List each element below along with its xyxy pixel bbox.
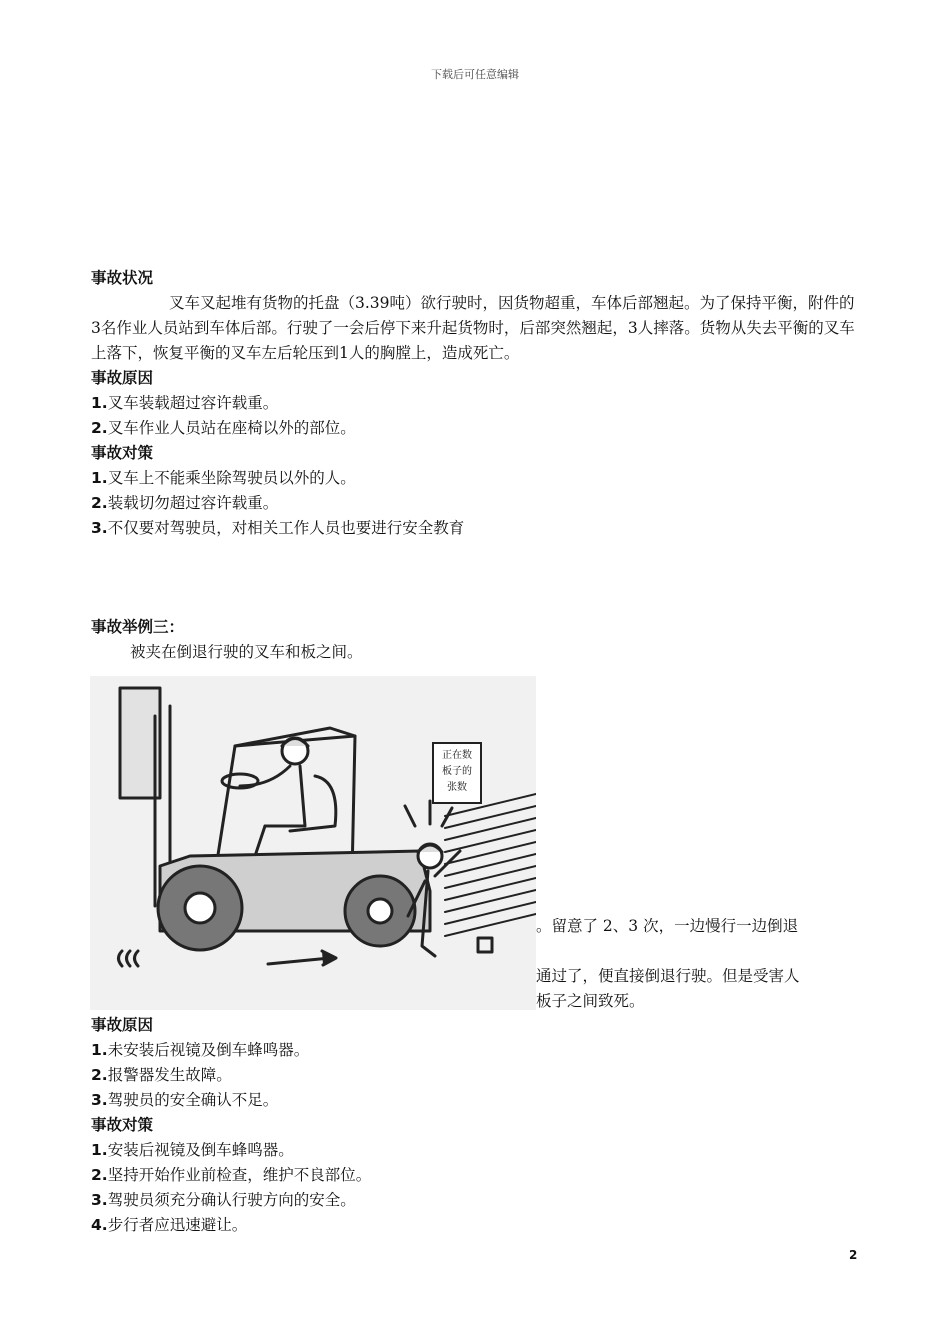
forklift-accident-icon [90,676,536,1010]
cause-heading: 事故原因 [91,369,154,387]
cause-item: 2.报警器发生故障。 [91,1066,232,1084]
case3-title: 事故举例三： [91,618,185,636]
measure-item: 1.叉车上不能乘坐除驾驶员以外的人。 [91,469,356,487]
measure-item: 2.坚持开始作业前检查，维护不良部位。 [91,1166,372,1184]
measure-heading: 事故对策 [91,1116,154,1134]
case3-subtitle: 被夹在倒退行驶的叉车和板之间。 [130,643,363,661]
case3-header [91,615,861,665]
case2-section [91,266,861,541]
sign-line: 板子的 [442,766,472,777]
case3-section [91,1013,861,1238]
cause-item: 2.叉车作业人员站在座椅以外的部位。 [91,419,356,437]
wrap-text-line: 通过了，便直接倒退行驶。但是受害人 [536,967,800,985]
sign-line: 张数 [447,782,467,793]
forklift-illustration [90,676,536,1010]
measure-heading: 事故对策 [91,444,154,462]
page-number: 2 [849,1248,858,1262]
cause-item: 1.叉车装载超过容许载重。 [91,394,279,412]
cause-heading: 事故原因 [91,1016,154,1034]
measure-item: 1.安装后视镜及倒车蜂鸣器。 [91,1141,294,1159]
measure-item: 3.驾驶员须充分确认行驶方向的安全。 [91,1191,356,1209]
status-paragraph: 叉车叉起堆有货物的托盘（3.39吨）欲行驶时，因货物超重，车体后部翘起。为了保持平衡，附件的3名作业人员站到车体后部。行驶了一会后停下来升起货物时，后部突然翘起，3人摔落。货物从失去平衡的叉车上落下，恢复平衡的叉车左后轮压到1人的胸膛上，造成死亡。 [91,294,855,362]
sign-line: 正在数 [442,750,472,761]
status-heading: 事故状况 [91,269,154,287]
cause-item: 1.未安装后视镜及倒车蜂鸣器。 [91,1041,310,1059]
page-header: 下载后可任意编辑 [431,68,519,81]
cause-item: 3.驾驶员的安全确认不足。 [91,1091,279,1109]
measure-item: 4.步行者应迅速避让。 [91,1216,248,1234]
wrap-text-line: 。留意了 2、3 次，一边慢行一边倒退 [536,917,799,935]
measure-item: 2.装载切勿超过容许载重。 [91,494,279,512]
counting-sign [432,742,482,804]
wrap-text-line: 板子之间致死。 [536,992,645,1010]
measure-item: 3.不仅要对驾驶员，对相关工作人员也要进行安全教育 [91,519,465,537]
